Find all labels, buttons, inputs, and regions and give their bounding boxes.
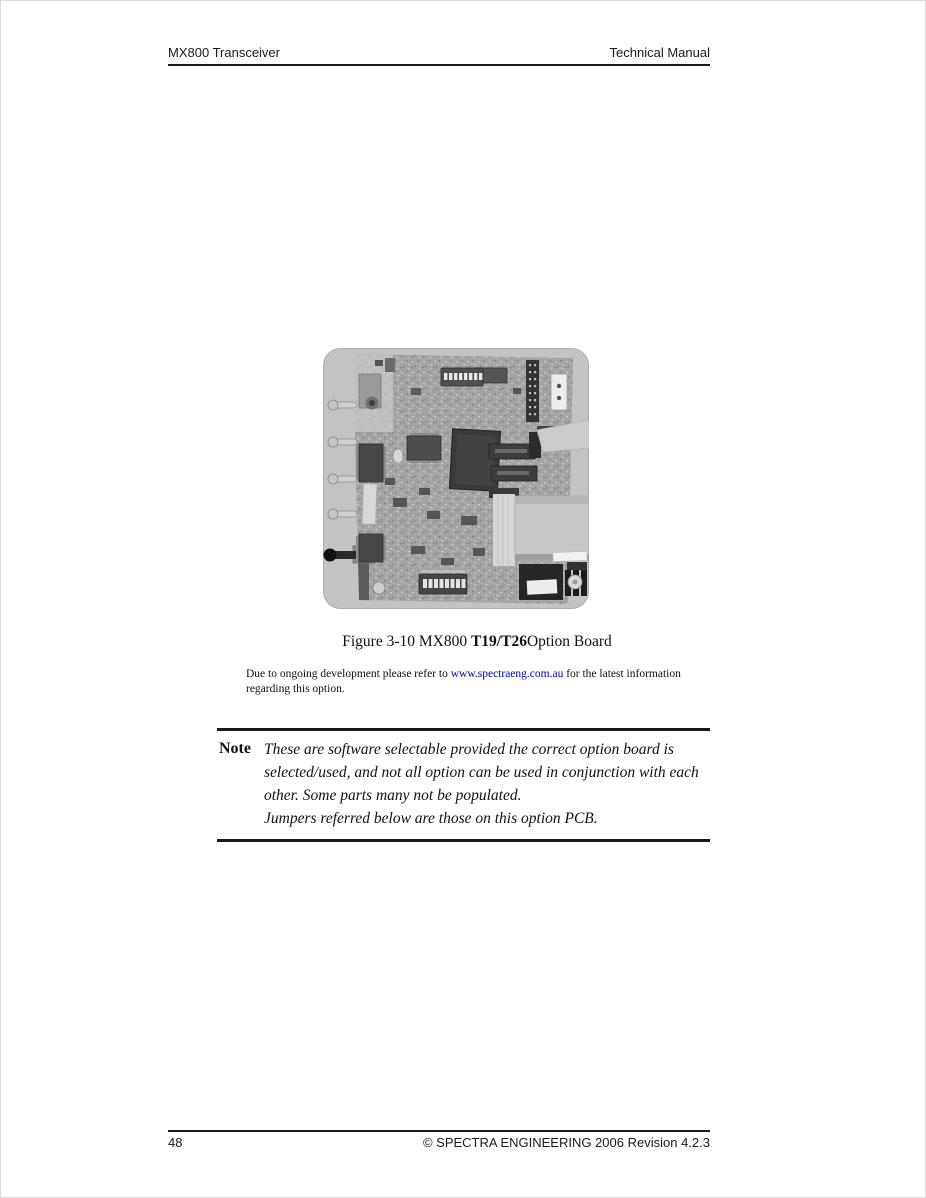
disclaimer-after-link: for the latest information bbox=[563, 668, 681, 680]
header-left-title: MX800 Transceiver bbox=[168, 45, 280, 60]
footer-copyright: © SPECTRA ENGINEERING 2006 Revision 4.2.3 bbox=[422, 1135, 710, 1150]
pcb-photo-graphic bbox=[323, 348, 589, 609]
page-number: 48 bbox=[168, 1135, 183, 1150]
note-line-2: selected/used, and not all option can be used in conjunction with each bbox=[264, 764, 699, 781]
note-line-1: These are software selectable provided the correct option board is bbox=[264, 741, 674, 758]
note-label: Note bbox=[219, 740, 251, 757]
disclaimer-line2: regarding this option. bbox=[246, 683, 345, 695]
note-line-3: other. Some parts many not be populated. bbox=[264, 787, 522, 804]
note-block bbox=[217, 728, 710, 842]
note-text bbox=[264, 738, 710, 830]
page-footer bbox=[168, 1130, 710, 1150]
page-header bbox=[168, 45, 710, 66]
note-line-4: Jumpers referred below are those on this option PCB. bbox=[264, 810, 598, 827]
figure-caption bbox=[247, 633, 707, 651]
figure-caption-bold: T19/T26 bbox=[470, 633, 527, 650]
disclaimer-before-link: Due to ongoing development please refer to bbox=[246, 668, 451, 680]
spectraeng-link[interactable]: www.spectraeng.com.au bbox=[450, 668, 564, 680]
disclaimer-text bbox=[246, 667, 691, 697]
figure-caption-prefix: Figure 3-10 MX800 bbox=[342, 633, 471, 650]
figure-caption-suffix: Option Board bbox=[526, 633, 612, 650]
header-right-title: Technical Manual bbox=[609, 45, 710, 60]
pcb-photo bbox=[323, 348, 589, 609]
